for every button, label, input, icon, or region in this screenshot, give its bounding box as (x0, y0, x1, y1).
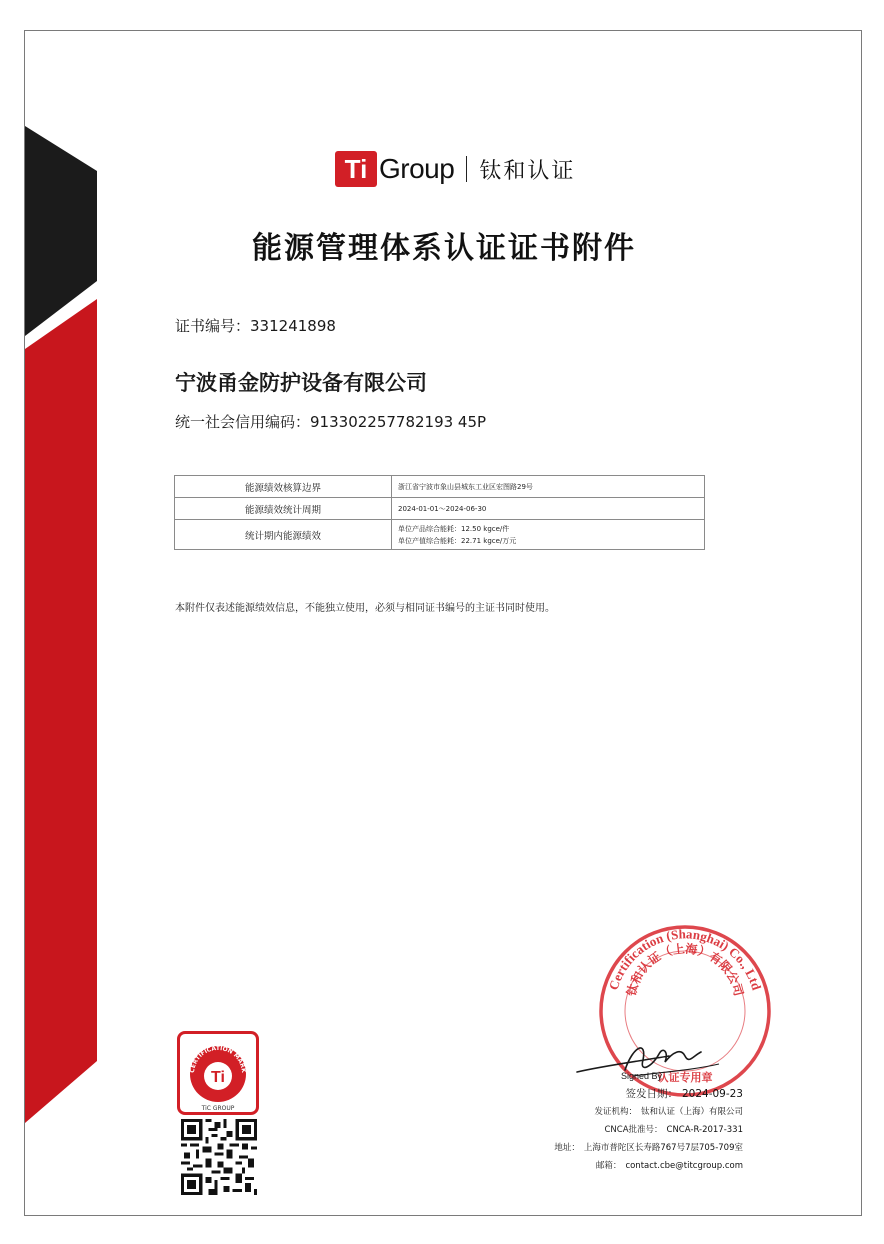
table-row-label: 统计期内能源绩效 (175, 520, 392, 550)
certificate-number-value: 331241898 (250, 317, 336, 335)
credit-code-value: 913302257782193 45P (310, 413, 487, 431)
certification-mark-icon (180, 1034, 256, 1112)
cnca-row (443, 1121, 743, 1139)
email-row (443, 1157, 743, 1175)
address-row (443, 1139, 743, 1157)
table-row-value (392, 476, 705, 498)
logo-ti-mark: Ti (335, 151, 377, 187)
certificate-number (175, 315, 336, 336)
seal-inner-text: 钛和认证（上海）有限公司 (624, 941, 746, 998)
credit-code (175, 411, 486, 432)
table-row-value (392, 498, 705, 520)
certificate-number-label: 证书编号： (175, 317, 251, 335)
table-value-line: 浙江省宁波市象山县城东工业区宏图路29号 (398, 482, 533, 491)
issuer-info (443, 1085, 743, 1175)
badge-center-text: Ti (211, 1069, 225, 1086)
svg-text:Certification (Shanghai) Co., (606, 926, 765, 992)
certification-mark-badge (177, 1031, 259, 1115)
email-label: 邮箱： (595, 1161, 622, 1171)
logo-group-text: Group (379, 153, 455, 184)
logo-divider (466, 156, 467, 182)
cnca-label: CNCA批准号： (604, 1125, 663, 1135)
qr-code-icon (181, 1119, 257, 1195)
certificate-page (24, 30, 862, 1216)
issuer-value: 钛和认证（上海）有限公司 (640, 1107, 743, 1117)
seal-outer-text: Certification (Shanghai) Co., Ltd (605, 926, 765, 992)
badge-bottom-text: TiC GROUP (201, 1105, 235, 1112)
energy-performance-table (174, 475, 705, 550)
company-name: 宁波甬金防护设备有限公司 (175, 371, 427, 395)
badge-top-text: CERTIFICATION MARK (188, 1044, 248, 1074)
usage-note: 本附件仅表述能源绩效信息，不能独立使用，必须与相同证书编号的主证书同时使用。 (175, 603, 555, 614)
email-value: contact.cbe@titcgroup.com (625, 1161, 743, 1171)
issue-date-value: 2024-09-23 (681, 1088, 743, 1100)
issue-date-label: 签发日期： (625, 1088, 678, 1100)
table-row-label: 能源绩效统计周期 (175, 498, 392, 520)
seal-center-text: 认证专用章 (657, 1071, 713, 1084)
decorative-side-band (25, 31, 125, 1216)
issue-date-row (443, 1085, 743, 1103)
signed-by-label: Signed By (621, 1071, 663, 1081)
address-value: 上海市普陀区长寿路767号7层705-709室 (583, 1143, 743, 1153)
credit-code-label: 统一社会信用编码： (175, 413, 311, 431)
brand-logo (335, 149, 575, 189)
table-row-label: 能源绩效核算边界 (175, 476, 392, 498)
document-title: 能源管理体系认证证书附件 (252, 231, 636, 266)
logo-chinese-name: 钛和认证 (479, 158, 576, 184)
cnca-value: CNCA-R-2017-331 (666, 1125, 743, 1135)
table-value-line: 2024-01-01～2024-06-30 (398, 504, 487, 513)
table-value-line: 单位产品综合能耗：12.50 kgce/件 (398, 524, 510, 533)
address-label: 地址： (554, 1143, 580, 1153)
table-row (175, 520, 705, 550)
issuer-row (443, 1103, 743, 1121)
table-row-value (392, 520, 705, 550)
issuer-label: 发证机构： (594, 1107, 637, 1117)
table-row (175, 498, 705, 520)
table-value-line: 单位产值综合能耗：22.71 kgce/万元 (398, 536, 517, 545)
table-row (175, 476, 705, 498)
